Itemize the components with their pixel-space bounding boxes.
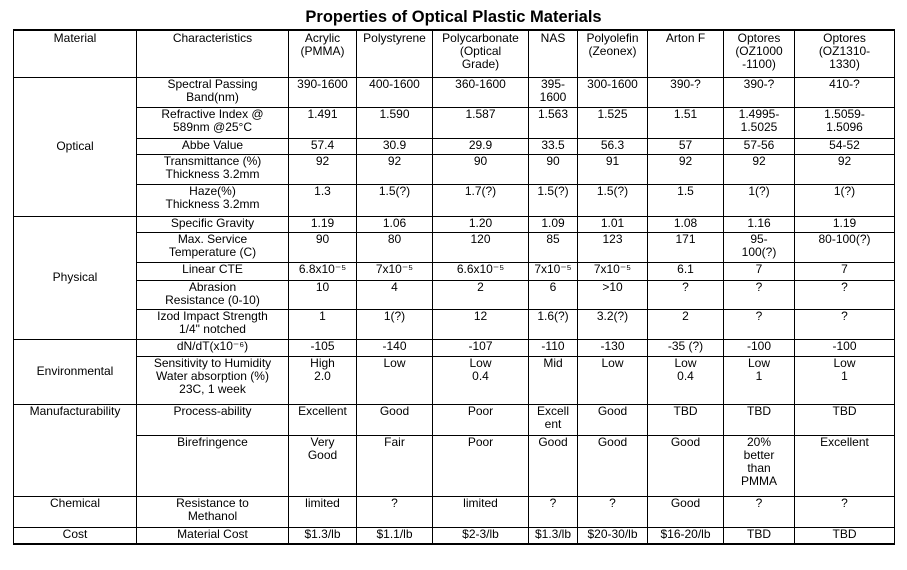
cell-polyolefin: -130 [578,339,648,356]
cell-nas: 1.6(?) [529,309,578,339]
category-cost: Cost [14,527,137,544]
cell-polycarbonate: 12 [433,309,529,339]
cell-polycarbonate: 1.20 [433,216,529,232]
cell-nas: $1.3/lb [529,527,578,544]
table-row [14,77,895,107]
cell-polyolefin: Good [578,435,648,496]
cell-arton: -35 (?) [648,339,724,356]
cell-nas: Excell ent [529,404,578,435]
table-row [14,527,895,544]
cell-acrylic: 1 [289,309,357,339]
table-row [14,107,895,138]
cell-optores-oz1310: 54-52 [795,138,895,154]
cell-nas: Good [529,435,578,496]
cell-nas: Mid [529,356,578,404]
cell-optores-oz1310: 80-100(?) [795,232,895,262]
cell-polyolefin: $20-30/lb [578,527,648,544]
characteristic-label: Specific Gravity [137,216,289,232]
characteristic-label: Sensitivity to Humidity Water absorption (%) 23C, 1 week [137,356,289,404]
cell-optores-oz1000: -100 [724,339,795,356]
table-row [14,404,895,435]
cell-nas: 1.5(?) [529,184,578,216]
table-row [14,138,895,154]
cell-nas: 6 [529,280,578,309]
cell-arton: 390-? [648,77,724,107]
cell-optores-oz1000: ? [724,496,795,527]
characteristic-label: Izod Impact Strength 1/4" notched [137,309,289,339]
cell-polystyrene: 1.590 [357,107,433,138]
cell-polycarbonate: Low 0.4 [433,356,529,404]
properties-table [13,29,895,545]
table-row [14,356,895,404]
cell-acrylic: -105 [289,339,357,356]
cell-optores-oz1000: Low 1 [724,356,795,404]
cell-nas: 1.563 [529,107,578,138]
category-manufacturability: Manufacturability [14,404,137,496]
characteristic-label: Birefringence [137,435,289,496]
cell-arton: 171 [648,232,724,262]
cell-arton: 6.1 [648,262,724,280]
cell-optores-oz1000: TBD [724,404,795,435]
characteristic-label: Spectral Passing Band(nm) [137,77,289,107]
cell-polycarbonate: 120 [433,232,529,262]
cell-polystyrene: $1.1/lb [357,527,433,544]
cell-polycarbonate: 360-1600 [433,77,529,107]
cell-polyolefin: Low [578,356,648,404]
header-optores-oz1000: Optores (OZ1000 -1100) [724,30,795,77]
cell-polystyrene: 1(?) [357,309,433,339]
table-row [14,339,895,356]
header-nas: NAS [529,30,578,77]
cell-optores-oz1000: TBD [724,527,795,544]
table-row [14,216,895,232]
cell-optores-oz1310: 410-? [795,77,895,107]
cell-nas: ? [529,496,578,527]
cell-acrylic: High 2.0 [289,356,357,404]
cell-arton: Good [648,496,724,527]
cell-optores-oz1000: 1(?) [724,184,795,216]
characteristic-label: Refractive Index @ 589nm @25°C [137,107,289,138]
table-row [14,262,895,280]
cell-polystyrene: 1.06 [357,216,433,232]
table-row [14,280,895,309]
characteristic-label: Abrasion Resistance (0-10) [137,280,289,309]
cell-acrylic: 92 [289,154,357,184]
cell-arton: Low 0.4 [648,356,724,404]
cell-polyolefin: 91 [578,154,648,184]
cell-acrylic: $1.3/lb [289,527,357,544]
cell-optores-oz1310: -100 [795,339,895,356]
header-row [14,30,895,77]
cell-optores-oz1310: TBD [795,404,895,435]
cell-polyolefin: 123 [578,232,648,262]
cell-polyolefin: >10 [578,280,648,309]
category-physical: Physical [14,216,137,339]
characteristic-label: Material Cost [137,527,289,544]
cell-polystyrene: 1.5(?) [357,184,433,216]
cell-arton: 1.5 [648,184,724,216]
cell-nas: 395- 1600 [529,77,578,107]
header-characteristics: Characteristics [137,30,289,77]
cell-nas: -110 [529,339,578,356]
characteristic-label: Linear CTE [137,262,289,280]
cell-nas: 1.09 [529,216,578,232]
cell-polycarbonate: 1.587 [433,107,529,138]
cell-polystyrene: Fair [357,435,433,496]
cell-polystyrene: Low [357,356,433,404]
cell-optores-oz1000: 92 [724,154,795,184]
cell-polystyrene: 30.9 [357,138,433,154]
cell-polyolefin: ? [578,496,648,527]
cell-optores-oz1000: 95- 100(?) [724,232,795,262]
cell-optores-oz1000: 1.16 [724,216,795,232]
cell-arton: Good [648,435,724,496]
cell-polystyrene: 7x10⁻⁵ [357,262,433,280]
cell-arton: 1.08 [648,216,724,232]
cell-polycarbonate: 29.9 [433,138,529,154]
table-row [14,435,895,496]
cell-arton: 57 [648,138,724,154]
cell-arton: ? [648,280,724,309]
cell-acrylic: Very Good [289,435,357,496]
cell-acrylic: 390-1600 [289,77,357,107]
cell-acrylic: 6.8x10⁻⁵ [289,262,357,280]
header-material: Material [14,30,137,77]
cell-arton: $16-20/lb [648,527,724,544]
cell-polystyrene: 92 [357,154,433,184]
characteristic-label: Process-ability [137,404,289,435]
cell-nas: 85 [529,232,578,262]
header-arton: Arton F [648,30,724,77]
table-row [14,496,895,527]
cell-optores-oz1310: ? [795,280,895,309]
cell-optores-oz1000: 1.4995- 1.5025 [724,107,795,138]
cell-polystyrene: -140 [357,339,433,356]
cell-acrylic: 10 [289,280,357,309]
cell-optores-oz1310: ? [795,496,895,527]
cell-polystyrene: 4 [357,280,433,309]
cell-optores-oz1310: 1.19 [795,216,895,232]
cell-polystyrene: Good [357,404,433,435]
cell-acrylic: 1.3 [289,184,357,216]
cell-polycarbonate: Poor [433,404,529,435]
cell-polycarbonate: -107 [433,339,529,356]
cell-nas: 90 [529,154,578,184]
cell-optores-oz1310: TBD [795,527,895,544]
category-chemical: Chemical [14,496,137,527]
cell-polycarbonate: $2-3/lb [433,527,529,544]
header-polycarbonate: Polycarbonate (Optical Grade) [433,30,529,77]
cell-polycarbonate: 2 [433,280,529,309]
cell-acrylic: 1.19 [289,216,357,232]
cell-acrylic: Excellent [289,404,357,435]
table-row [14,154,895,184]
cell-optores-oz1310: ? [795,309,895,339]
cell-optores-oz1310: 7 [795,262,895,280]
cell-polyolefin: 7x10⁻⁵ [578,262,648,280]
cell-polystyrene: 400-1600 [357,77,433,107]
cell-polycarbonate: 6.6x10⁻⁵ [433,262,529,280]
cell-optores-oz1000: 390-? [724,77,795,107]
table-row [14,184,895,216]
cell-polyolefin: 56.3 [578,138,648,154]
header-optores-oz1310: Optores (OZ1310- 1330) [795,30,895,77]
cell-polystyrene: 80 [357,232,433,262]
characteristic-label: Resistance to Methanol [137,496,289,527]
cell-optores-oz1000: ? [724,309,795,339]
cell-polycarbonate: 1.7(?) [433,184,529,216]
cell-optores-oz1310: Excellent [795,435,895,496]
cell-polyolefin: 300-1600 [578,77,648,107]
cell-polyolefin: 1.5(?) [578,184,648,216]
cell-polyolefin: 1.525 [578,107,648,138]
cell-optores-oz1000: ? [724,280,795,309]
cell-acrylic: 90 [289,232,357,262]
cell-optores-oz1000: 7 [724,262,795,280]
characteristic-label: Haze(%) Thickness 3.2mm [137,184,289,216]
cell-arton: TBD [648,404,724,435]
characteristic-label: Transmittance (%) Thickness 3.2mm [137,154,289,184]
cell-optores-oz1310: 1.5059- 1.5096 [795,107,895,138]
header-polyolefin: Polyolefin (Zeonex) [578,30,648,77]
cell-polycarbonate: 90 [433,154,529,184]
category-environmental: Environmental [14,339,137,404]
page-title: Properties of Optical Plastic Materials [305,8,602,26]
cell-polystyrene: ? [357,496,433,527]
table-row [14,309,895,339]
cell-polyolefin: Good [578,404,648,435]
cell-optores-oz1310: Low 1 [795,356,895,404]
category-optical: Optical [14,77,137,216]
cell-polycarbonate: Poor [433,435,529,496]
cell-nas: 7x10⁻⁵ [529,262,578,280]
header-polystyrene: Polystyrene [357,30,433,77]
cell-optores-oz1310: 92 [795,154,895,184]
characteristic-label: Abbe Value [137,138,289,154]
cell-acrylic: 1.491 [289,107,357,138]
cell-arton: 92 [648,154,724,184]
cell-optores-oz1000: 57-56 [724,138,795,154]
cell-arton: 2 [648,309,724,339]
cell-acrylic: limited [289,496,357,527]
cell-optores-oz1310: 1(?) [795,184,895,216]
header-acrylic: Acrylic (PMMA) [289,30,357,77]
cell-optores-oz1000: 20% better than PMMA [724,435,795,496]
table-row [14,232,895,262]
cell-nas: 33.5 [529,138,578,154]
cell-arton: 1.51 [648,107,724,138]
cell-polyolefin: 3.2(?) [578,309,648,339]
characteristic-label: dN/dT(x10⁻⁶) [137,339,289,356]
cell-acrylic: 57.4 [289,138,357,154]
cell-polycarbonate: limited [433,496,529,527]
cell-polyolefin: 1.01 [578,216,648,232]
characteristic-label: Max. Service Temperature (C) [137,232,289,262]
